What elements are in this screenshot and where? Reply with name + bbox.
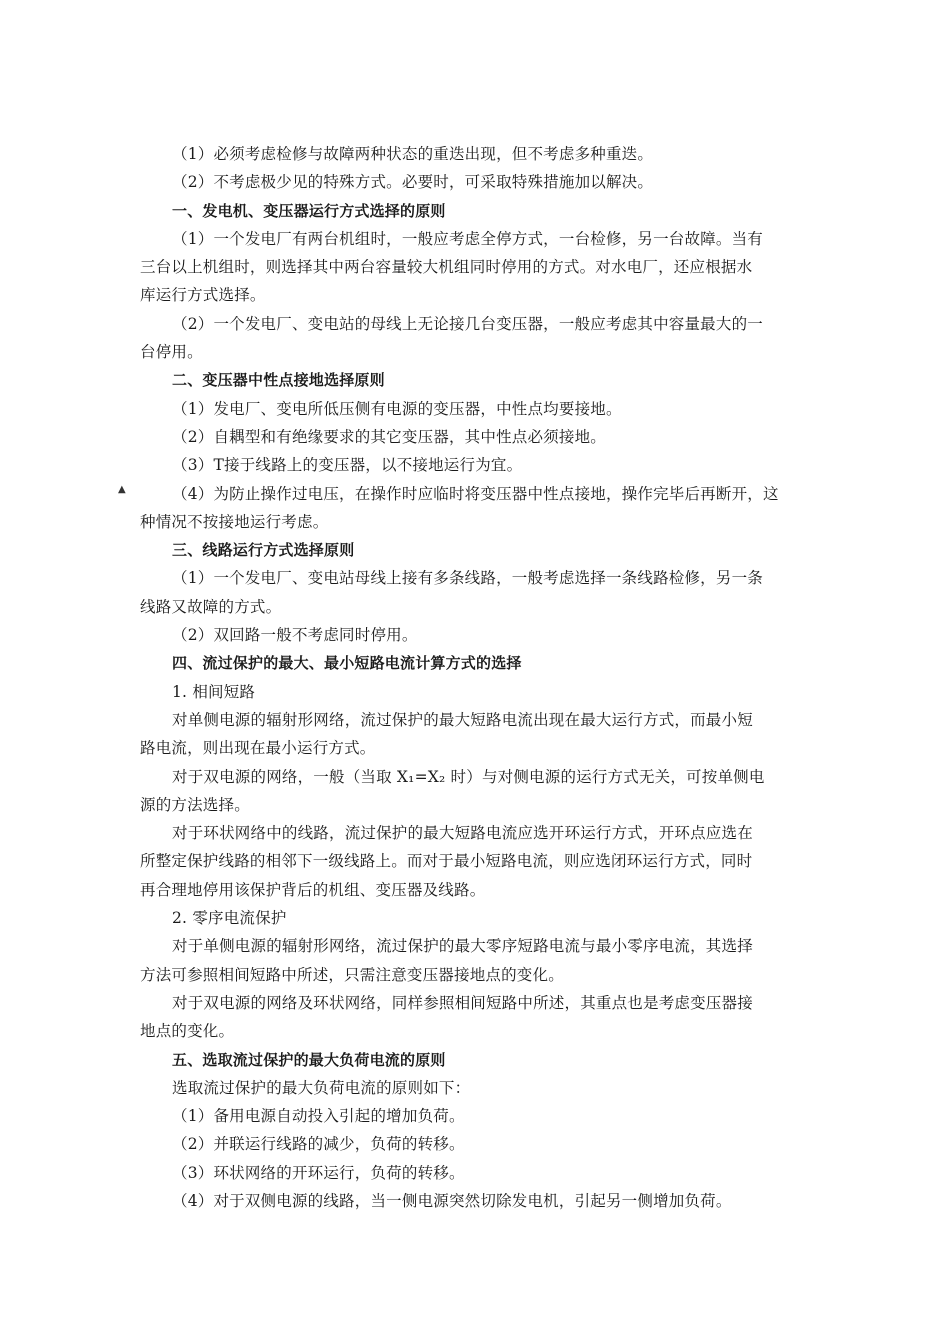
- text-line: （4）为防止操作过电压，在操作时应临时将变压器中性点接地，操作完毕后再断开，这: [172, 484, 779, 503]
- text-line: （2）一个发电厂、变电站的母线上无论接几台变压器，一般应考虑其中容量最大的一: [172, 314, 763, 333]
- text-line: 种情况不按接地运行考虑。: [140, 512, 329, 531]
- section-heading: 二、变压器中性点接地选择原则: [172, 371, 385, 390]
- text-line: 地点的变化。: [140, 1022, 235, 1041]
- text-line: （1）一个发电厂有两台机组时，一般应考虑全停方式，一台检修，另一台故障。当有: [172, 229, 763, 248]
- text-line: 台停用。: [140, 343, 203, 362]
- text-line: 对于环状网络中的线路，流过保护的最大短路电流应选开环运行方式，开环点应选在: [172, 824, 753, 843]
- text-line: 对于双电源的网络及环状网络，同样参照相间短路中所述，其重点也是考虑变压器接: [172, 993, 753, 1012]
- text-line: （1）发电厂、变电所低压侧有电源的变压器，中性点均要接地。: [172, 399, 622, 418]
- text-line: （2）不考虑极少见的特殊方式。必要时，可采取特殊措施加以解决。: [172, 173, 654, 192]
- section-heading: 五、选取流过保护的最大负荷电流的原则: [172, 1050, 446, 1069]
- subsection-heading: 1. 相间短路: [172, 682, 256, 701]
- text-line: 三台以上机组时，则选择其中两台容量较大机组同时停用的方式。对水电厂，还应根据水: [140, 258, 753, 277]
- text-line: （3）环状网络的开环运行，负荷的转移。: [172, 1163, 465, 1182]
- text-line: 选取流过保护的最大负荷电流的原则如下：: [172, 1078, 471, 1097]
- text-line: （1）备用电源自动投入引起的增加负荷。: [172, 1107, 465, 1126]
- document-page: [140, 140, 860, 1215]
- text-line: 方法可参照相间短路中所述，只需注意变压器接地点的变化。: [140, 965, 564, 984]
- text-line: （2）自耦型和有绝缘要求的其它变压器，其中性点必须接地。: [172, 427, 606, 446]
- text-line: （4）对于双侧电源的线路，当一侧电源突然切除发电机，引起另一侧增加负荷。: [172, 1191, 732, 1210]
- text-line: 库运行方式选择。: [140, 286, 266, 305]
- text-line: （2）双回路一般不考虑同时停用。: [172, 626, 418, 645]
- section-heading: 一、发电机、变压器运行方式选择的原则: [172, 201, 446, 220]
- text-line: 对单侧电源的辐射形网络，流过保护的最大短路电流出现在最大运行方式，而最小短: [172, 710, 753, 729]
- text-line: （2）并联运行线路的减少，负荷的转移。: [172, 1135, 465, 1154]
- section-heading: 四、流过保护的最大、最小短路电流计算方式的选择: [172, 654, 522, 673]
- scan-artifact-mark: ▲: [118, 484, 126, 495]
- text-line: 对于单侧电源的辐射形网络，流过保护的最大零序短路电流与最小零序电流，其选择: [172, 937, 753, 956]
- text-line: （1）必须考虑检修与故障两种状态的重迭出现，但不考虑多种重迭。: [172, 145, 654, 163]
- text-line: 线路又故障的方式。: [140, 597, 282, 616]
- text-line: （3）T接于线路上的变压器，以不接地运行为宜。: [172, 456, 523, 475]
- text-line: 所整定保护线路的相邻下一级线路上。而对于最小短路电流，则应选闭环运行方式，同时: [140, 852, 753, 871]
- text-line: 源的方法选择。: [140, 795, 250, 814]
- text-line: 对于双电源的网络，一般（当取 X₁=X₂ 时）与对侧电源的运行方式无关，可按单侧电: [172, 767, 765, 786]
- text-line: （1）一个发电厂、变电站母线上接有多条线路，一般考虑选择一条线路检修，另一条: [172, 569, 763, 588]
- section-heading: 三、线路运行方式选择原则: [172, 541, 355, 560]
- text-line: 路电流，则出现在最小运行方式。: [140, 739, 376, 758]
- subsection-heading: 2. 零序电流保护: [172, 909, 287, 928]
- text-line: 再合理地停用该保护背后的机组、变压器及线路。: [140, 880, 486, 899]
